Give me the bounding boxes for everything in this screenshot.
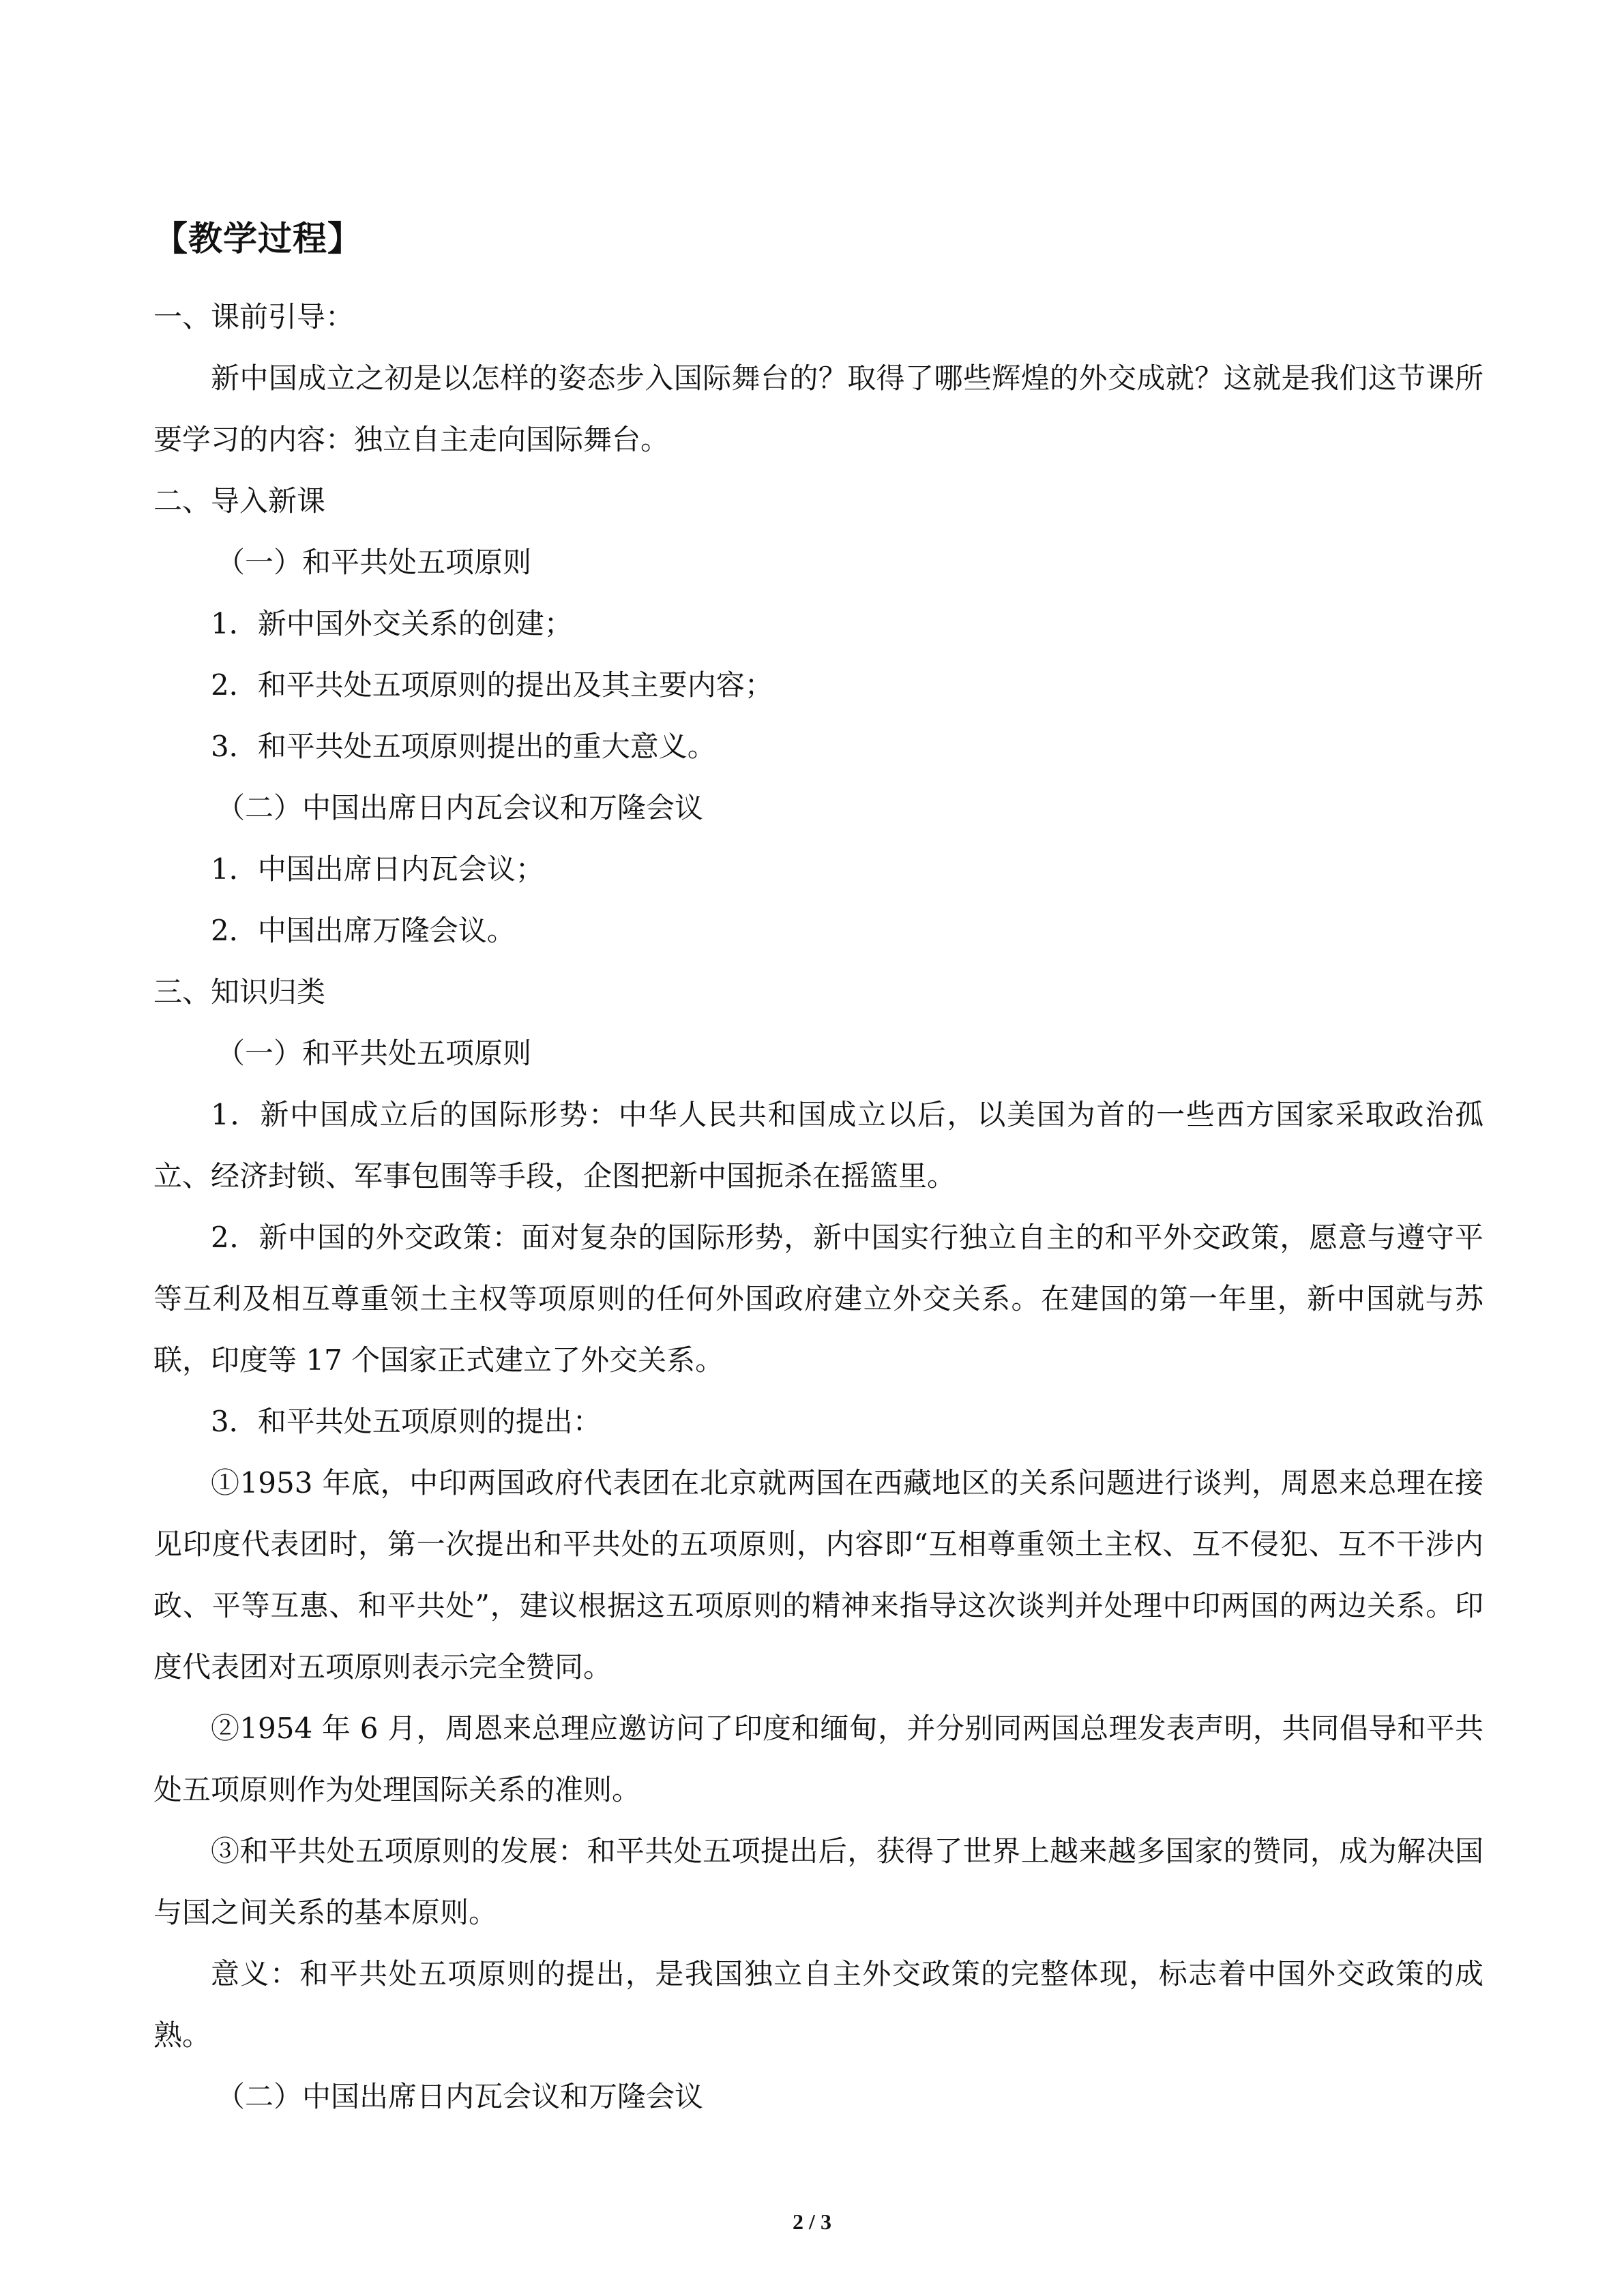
heading-pre-class-guide: 一、课前引导： (153, 300, 355, 333)
list-item: 2．和平共处五项原则的提出及其主要内容； (211, 668, 773, 702)
subheading-conferences: （二）中国出席日内瓦会议和万隆会议 (216, 791, 704, 824)
body-paragraph: 1．新中国成立后的国际形势：中华人民共和国成立以后，以美国为首的一些西方国家采取政治孤立、经济封锁、军事包围等手段，企图把新中国扼杀在摇篮里。 (153, 1098, 1483, 1193)
body-paragraph: 意义：和平共处五项原则的提出，是我国独立自主外交政策的完整体现，标志着中国外交政策的成熟。 (153, 1957, 1483, 2052)
list-item: 1．中国出席日内瓦会议； (211, 852, 544, 886)
heading-knowledge: 三、知识归类 (153, 975, 326, 1009)
body-paragraph: ①1953 年底，中印两国政府代表团在北京就两国在西藏地区的关系问题进行谈判，周恩来总理在接见印度代表团时，第一次提出和平共处的五项原则，内容即“互相尊重领土主权、互不侵犯、互不干涉内政、平等互惠、和平共处”，建议根据这五项原则的精神来指导这次谈判并处理中印两国的两边关系。印度代表团对五项原则表示完全赞同。 (153, 1466, 1483, 1684)
section-title: 【教学过程】 (153, 219, 362, 258)
body-paragraph: ③和平共处五项原则的发展：和平共处五项提出后，获得了世界上越来越多国家的赞同，成为解决国与国之间关系的基本原则。 (153, 1834, 1483, 1929)
body-paragraph: 3．和平共处五项原则的提出： (211, 1405, 602, 1438)
list-item: 1．新中国外交关系的创建； (211, 607, 573, 640)
list-item: 2．中国出席万隆会议。 (211, 914, 516, 947)
body-paragraph: ②1954 年 6 月，周恩来总理应邀访问了印度和缅甸，并分别同两国总理发表声明，共同倡导和平共处五项原则作为处理国际关系的准则。 (153, 1712, 1483, 1806)
page-number: 2 / 3 (793, 2209, 831, 2234)
document-body (153, 208, 1483, 2128)
subheading-five-principles: （一）和平共处五项原则 (216, 1037, 532, 1070)
subheading-five-principles: （一）和平共处五项原则 (216, 546, 532, 579)
intro-paragraph: 新中国成立之初是以怎样的姿态步入国际舞台的？取得了哪些辉煌的外交成就？这就是我们这节课所要学习的内容：独立自主走向国际舞台。 (153, 361, 1483, 456)
heading-new-lesson: 二、导入新课 (153, 484, 326, 518)
list-item: 3．和平共处五项原则提出的重大意义。 (211, 730, 716, 763)
subheading-conferences: （二）中国出席日内瓦会议和万隆会议 (216, 2080, 704, 2113)
body-paragraph: 2．新中国的外交政策：面对复杂的国际形势，新中国实行独立自主的和平外交政策，愿意与遵守平等互利及相互尊重领土主权等项原则的任何外国政府建立外交关系。在建国的第一年里，新中国就与苏联，印度等 17 个国家正式建立了外交关系。 (153, 1221, 1483, 1377)
